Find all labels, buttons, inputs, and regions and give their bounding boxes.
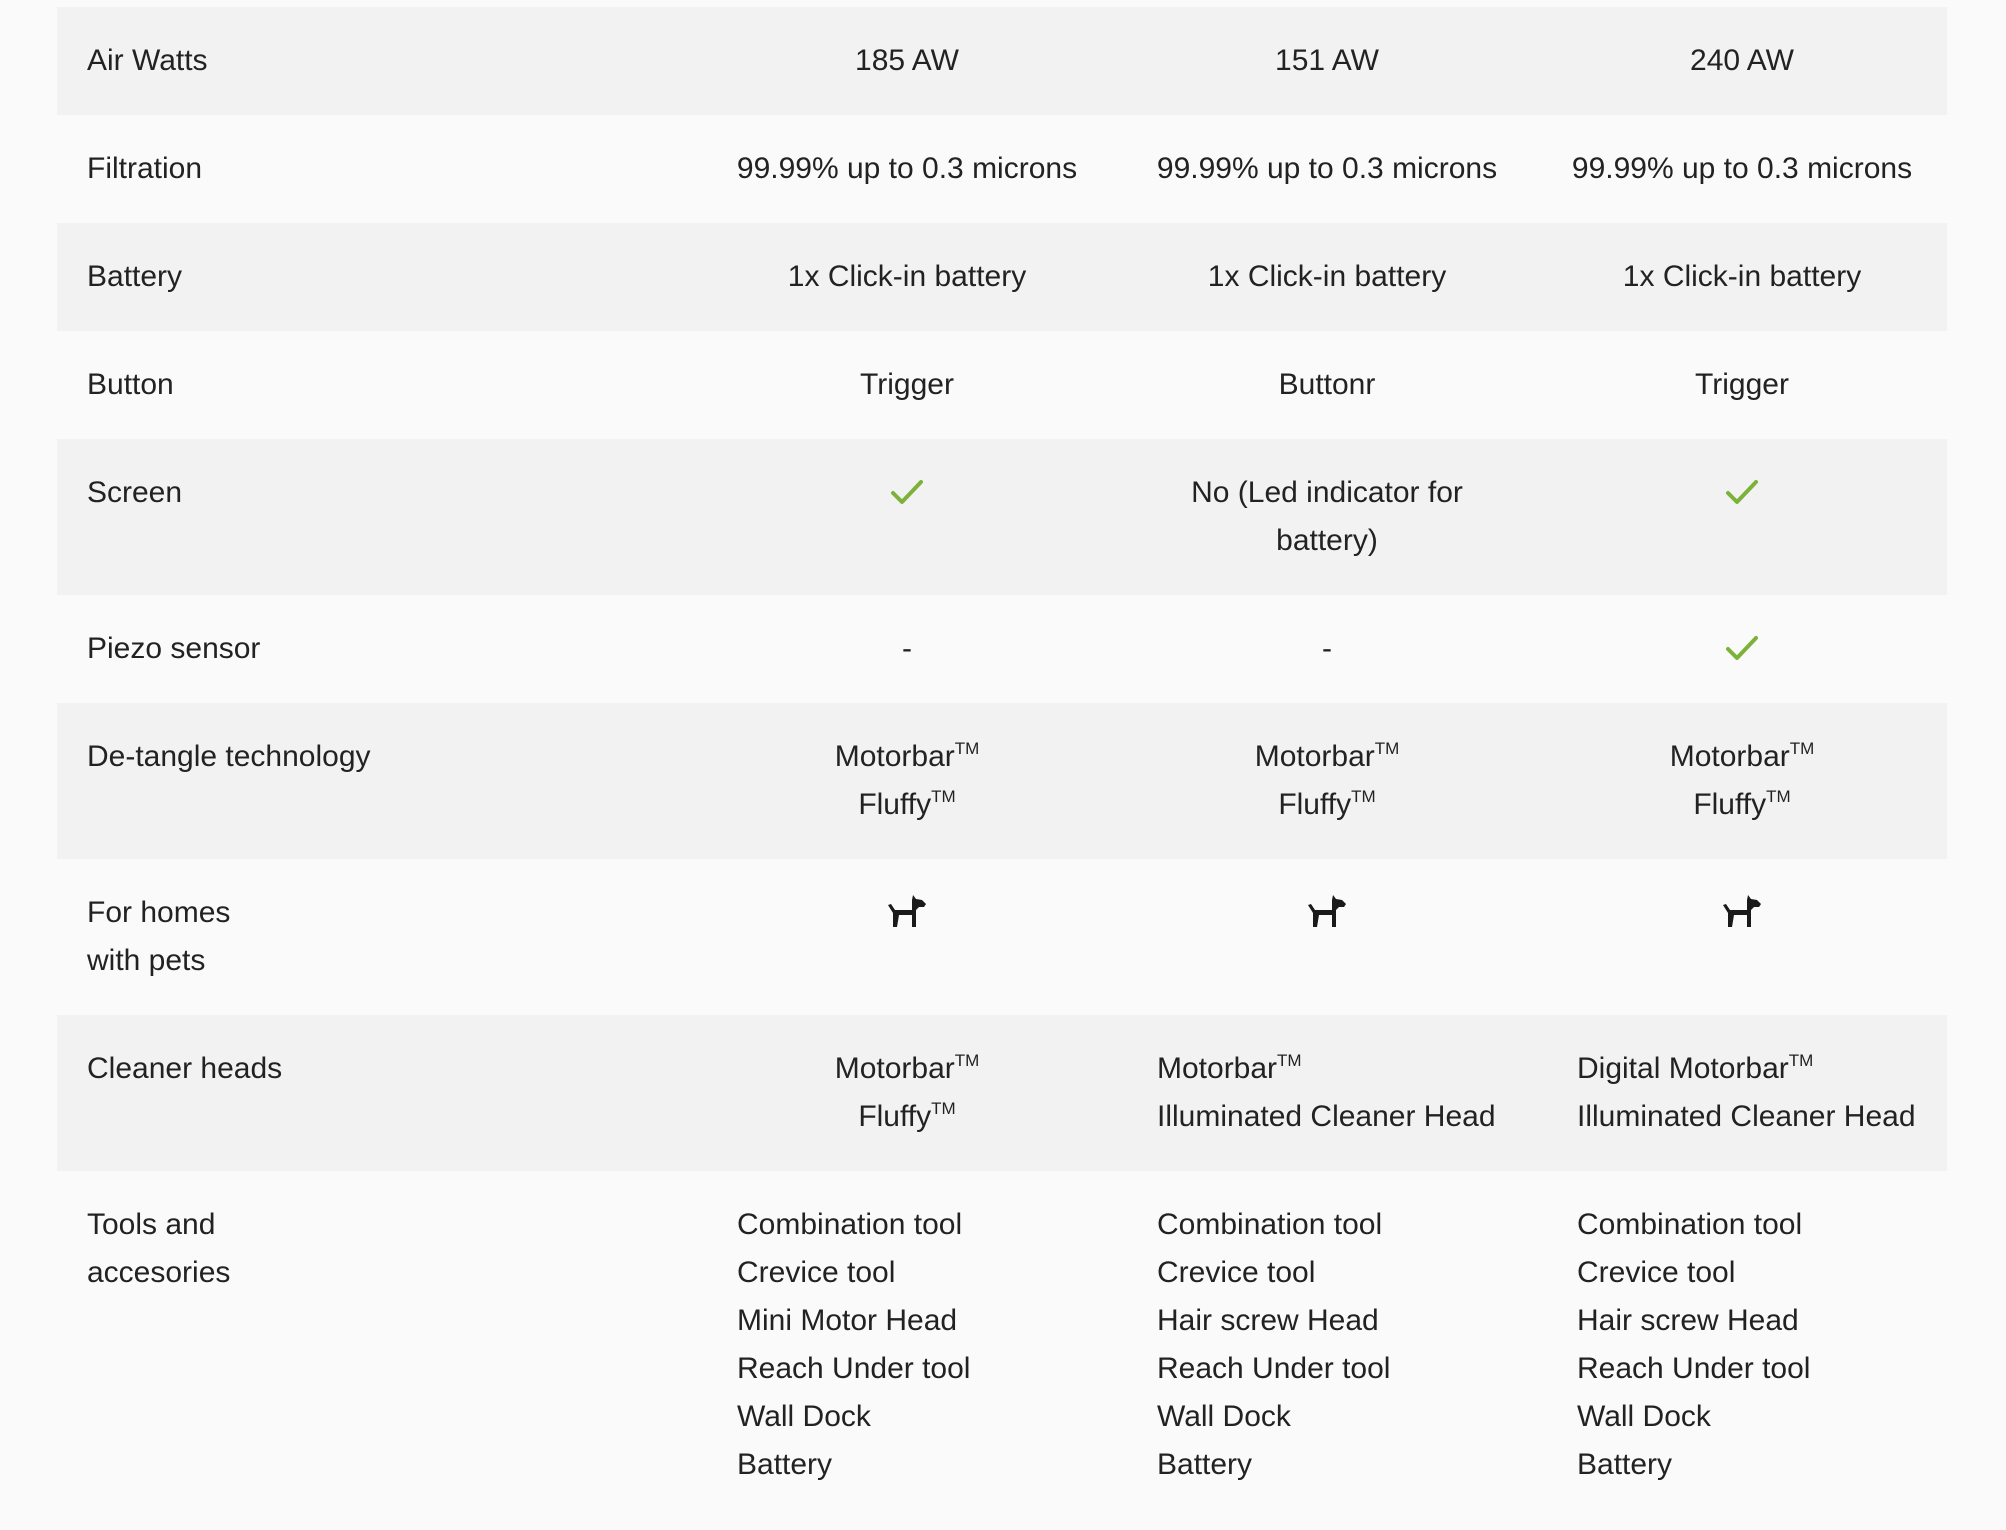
cell-value: 99.99% up to 0.3 microns bbox=[1156, 152, 1498, 185]
row-label bbox=[57, 1201, 697, 1523]
tool-item: Wall Dock bbox=[1577, 1400, 1711, 1433]
trademark-mark: TM bbox=[954, 739, 980, 758]
cell-line bbox=[1157, 1045, 1537, 1093]
table-row-piezo-sensor bbox=[57, 595, 1947, 703]
table-row-tools-and-accessories bbox=[57, 1171, 1947, 1523]
cell-line bbox=[1537, 733, 1947, 781]
cell-line bbox=[697, 733, 1117, 781]
table-row-air-watts bbox=[57, 7, 1947, 115]
row-label-line: accesories bbox=[87, 1256, 231, 1289]
cell-value bbox=[1117, 733, 1537, 859]
tool-item: Wall Dock bbox=[1157, 1400, 1291, 1433]
cell-value: 1x Click-in battery bbox=[1207, 260, 1447, 293]
check-icon bbox=[1725, 633, 1759, 663]
cell-value: 1x Click-in battery bbox=[787, 260, 1027, 293]
cell-value bbox=[1117, 1201, 1537, 1523]
cell-value bbox=[1537, 1045, 1947, 1171]
cell-value bbox=[1537, 889, 1947, 1015]
cell-line: Illuminated Cleaner Head bbox=[1157, 1100, 1496, 1133]
row-label: Air Watts bbox=[87, 44, 208, 77]
cell-value bbox=[697, 733, 1117, 859]
cell-line-text: Fluffy bbox=[858, 788, 932, 821]
tool-item: Reach Under tool bbox=[737, 1352, 971, 1385]
cell-line-text: Motorbar bbox=[834, 1052, 955, 1085]
tool-item: Reach Under tool bbox=[1157, 1352, 1391, 1385]
cell-value: 1x Click-in battery bbox=[1622, 260, 1862, 293]
table-row-for-homes-with-pets bbox=[57, 859, 1947, 1015]
cell-line bbox=[1577, 1045, 1947, 1093]
cell-line: No (Led indicator for bbox=[1191, 476, 1463, 509]
row-label: Battery bbox=[87, 260, 183, 293]
tool-item: Hair screw Head bbox=[1157, 1304, 1379, 1337]
row-label: Cleaner heads bbox=[87, 1052, 283, 1085]
cell-line-text: Motorbar bbox=[1254, 740, 1375, 773]
trademark-mark: TM bbox=[1788, 1051, 1814, 1070]
dog-icon bbox=[885, 891, 929, 931]
table-row-cleaner-heads bbox=[57, 1015, 1947, 1171]
cell-line: Illuminated Cleaner Head bbox=[1577, 1100, 1916, 1133]
trademark-mark: TM bbox=[931, 1099, 956, 1118]
row-label-line: Tools and bbox=[87, 1208, 216, 1241]
row-label: Filtration bbox=[87, 152, 203, 185]
cell-value bbox=[1117, 889, 1537, 1015]
row-label: Screen bbox=[87, 476, 183, 509]
trademark-mark: TM bbox=[1351, 787, 1376, 806]
cell-line-text: Fluffy bbox=[858, 1100, 932, 1133]
tool-item: Mini Motor Head bbox=[737, 1304, 958, 1337]
cell-value: Trigger bbox=[1695, 368, 1789, 401]
cell-value bbox=[1537, 1201, 1947, 1523]
row-label: Piezo sensor bbox=[87, 632, 261, 665]
cell-value bbox=[1537, 469, 1947, 595]
row-label: Button bbox=[87, 368, 174, 401]
tool-item: Combination tool bbox=[1157, 1208, 1383, 1241]
trademark-mark: TM bbox=[1789, 739, 1815, 758]
cell-line-text: Fluffy bbox=[1278, 788, 1352, 821]
row-label: De-tangle technology bbox=[87, 740, 371, 773]
row-label bbox=[57, 889, 697, 1015]
table-row-button bbox=[57, 331, 1947, 439]
trademark-mark: TM bbox=[1766, 787, 1791, 806]
table-row-filtration bbox=[57, 115, 1947, 223]
cell-value: - bbox=[1322, 632, 1332, 665]
cell-value bbox=[697, 889, 1117, 1015]
cell-value: 99.99% up to 0.3 microns bbox=[1571, 152, 1913, 185]
row-label-line: For homes bbox=[87, 896, 231, 929]
cell-value: Buttonr bbox=[1278, 368, 1376, 401]
cell-value bbox=[697, 1045, 1117, 1171]
cell-value: 240 AW bbox=[1690, 44, 1794, 77]
cell-value: 99.99% up to 0.3 microns bbox=[736, 152, 1078, 185]
cell-line: battery) bbox=[1276, 524, 1378, 557]
cell-value bbox=[1537, 733, 1947, 859]
cell-value bbox=[697, 1201, 1117, 1523]
cell-line bbox=[697, 1045, 1117, 1093]
cell-line-text: Digital Motorbar bbox=[1577, 1052, 1789, 1085]
tool-item: Wall Dock bbox=[737, 1400, 871, 1433]
cell-line-text: Fluffy bbox=[1693, 788, 1767, 821]
spec-comparison-table bbox=[57, 7, 1947, 1523]
cell-value bbox=[1117, 1045, 1537, 1171]
cell-line-text: Motorbar bbox=[1669, 740, 1790, 773]
table-row-battery bbox=[57, 223, 1947, 331]
cell-value bbox=[1537, 625, 1947, 703]
table-row-detangle-technology bbox=[57, 703, 1947, 859]
cell-line bbox=[1117, 733, 1537, 781]
cell-line-text: Motorbar bbox=[1157, 1052, 1278, 1085]
cell-line-text: Motorbar bbox=[834, 740, 955, 773]
tool-item: Hair screw Head bbox=[1577, 1304, 1799, 1337]
dog-icon bbox=[1305, 891, 1349, 931]
tool-item: Reach Under tool bbox=[1577, 1352, 1811, 1385]
tool-item: Battery bbox=[1577, 1448, 1673, 1481]
trademark-mark: TM bbox=[931, 787, 956, 806]
tool-item: Battery bbox=[737, 1448, 833, 1481]
tool-item: Crevice tool bbox=[1157, 1256, 1316, 1289]
cell-value bbox=[697, 469, 1117, 595]
tool-item: Combination tool bbox=[1577, 1208, 1803, 1241]
cell-line bbox=[1537, 781, 1947, 829]
tool-item: Crevice tool bbox=[1577, 1256, 1736, 1289]
row-label-line: with pets bbox=[87, 944, 206, 977]
trademark-mark: TM bbox=[1374, 739, 1400, 758]
cell-line bbox=[1117, 781, 1537, 829]
cell-value: - bbox=[902, 632, 912, 665]
tool-item: Crevice tool bbox=[737, 1256, 896, 1289]
cell-value: 185 AW bbox=[855, 44, 959, 77]
tool-item: Combination tool bbox=[737, 1208, 963, 1241]
check-icon bbox=[890, 477, 924, 507]
trademark-mark: TM bbox=[1277, 1051, 1302, 1070]
cell-value: Trigger bbox=[860, 368, 954, 401]
table-row-screen bbox=[57, 439, 1947, 595]
cell-value: 151 AW bbox=[1275, 44, 1379, 77]
cell-line bbox=[697, 1093, 1117, 1141]
check-icon bbox=[1725, 477, 1759, 507]
trademark-mark: TM bbox=[954, 1051, 980, 1070]
cell-value bbox=[1117, 469, 1537, 595]
dog-icon bbox=[1720, 891, 1764, 931]
tool-item: Battery bbox=[1157, 1448, 1253, 1481]
cell-line bbox=[697, 781, 1117, 829]
